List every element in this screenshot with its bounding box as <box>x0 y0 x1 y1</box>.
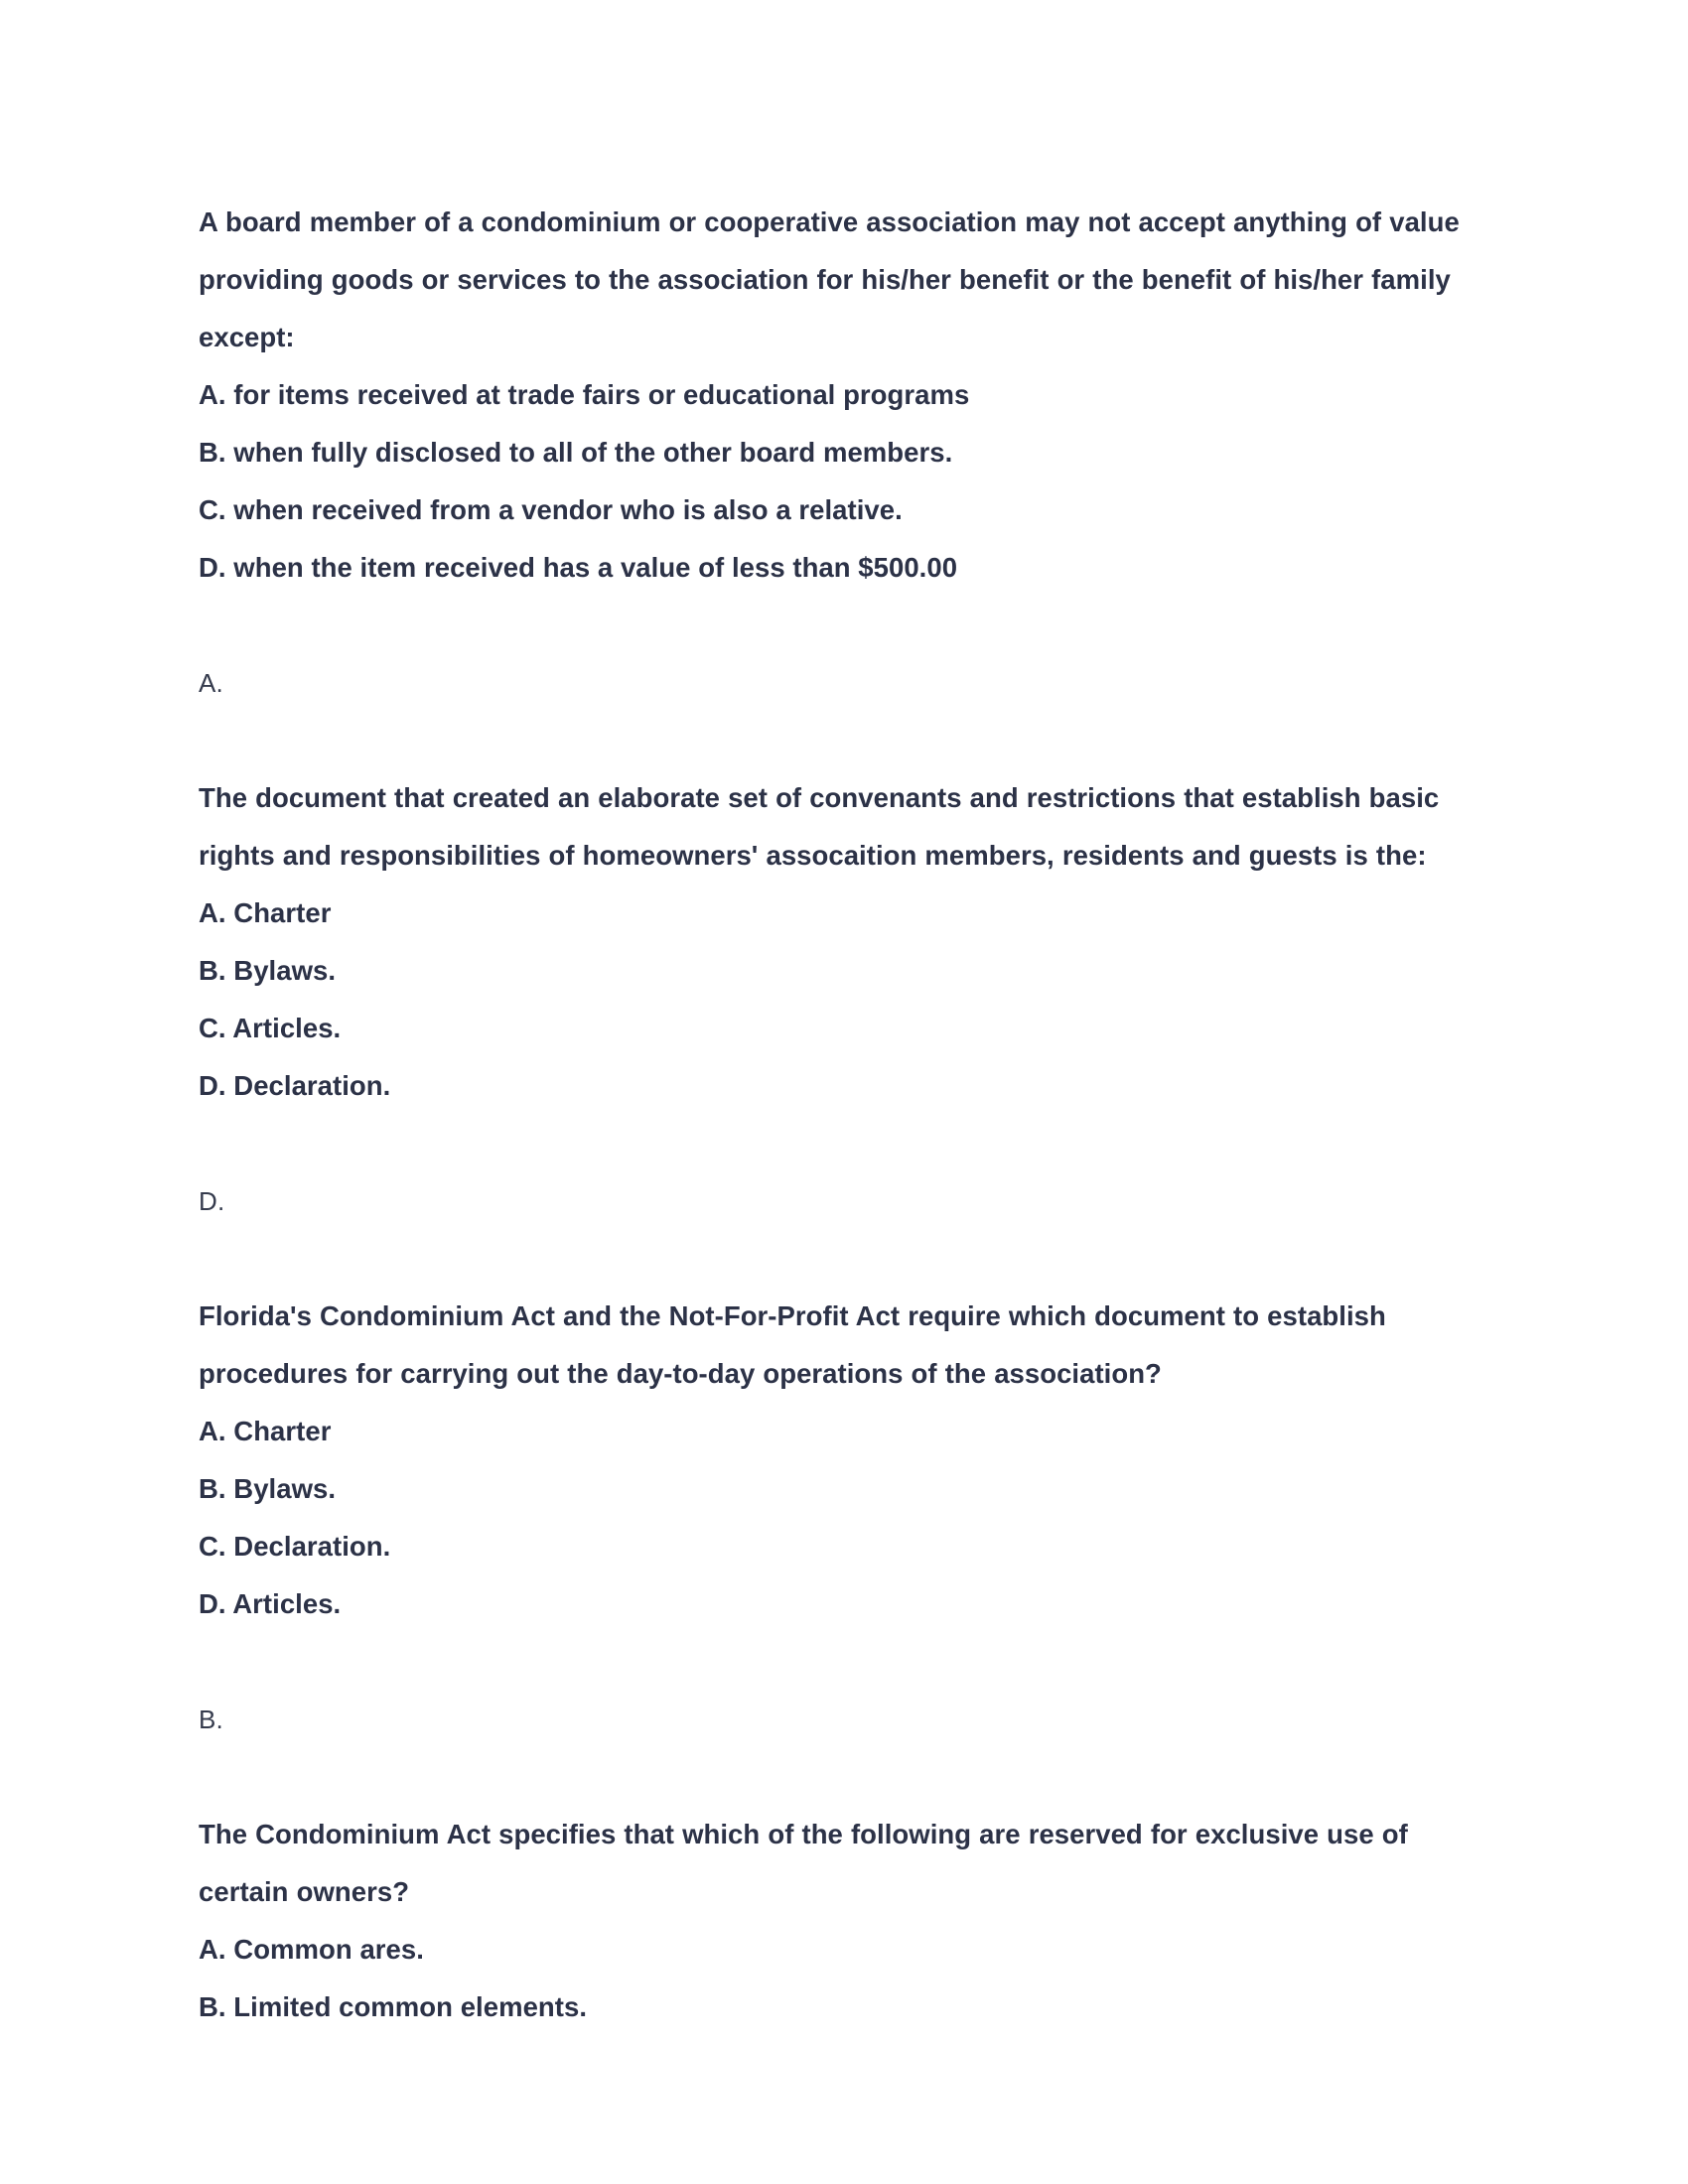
qa-block <box>199 1288 1460 1806</box>
option-d[interactable]: D. Articles. <box>199 1588 342 1619</box>
spacer <box>199 1633 1460 1691</box>
answer-value: B. <box>199 1705 223 1734</box>
question-stem: The document that created an elaborate set of convenants and restrictions that establish basic rights and responsibilities of homeowners' assocaition members, residents and guests is the: <box>199 782 1440 871</box>
option-list <box>199 885 1460 1115</box>
option-list <box>199 366 1460 597</box>
option-a[interactable]: A. Charter <box>199 897 332 928</box>
spacer <box>199 1230 1460 1288</box>
option-b[interactable]: B. Bylaws. <box>199 955 337 986</box>
qa-block <box>199 1806 1460 2036</box>
option-b[interactable]: B. Limited common elements. <box>199 1991 588 2022</box>
option-b[interactable]: B. Bylaws. <box>199 1473 337 1504</box>
answer-value: A. <box>199 668 223 698</box>
option-a[interactable]: A. Charter <box>199 1416 332 1446</box>
option-c[interactable]: C. when received from a vendor who is also a relative. <box>199 494 903 525</box>
question-stem: The Condominium Act specifies that which of the following are reserved for exclusive use of certain owners? <box>199 1819 1408 1907</box>
qa-block <box>199 769 1460 1288</box>
option-d[interactable]: D. when the item received has a value of less than $500.00 <box>199 552 958 583</box>
spacer <box>199 1115 1460 1172</box>
qa-block <box>199 194 1460 769</box>
option-d[interactable]: D. Declaration. <box>199 1070 391 1101</box>
answer-value: D. <box>199 1186 225 1216</box>
spacer <box>199 712 1460 769</box>
question-stem: A board member of a condominium or cooperative association may not accept anything of value providing goods or services to the association for his/her benefit or the benefit of his/her family except: <box>199 206 1460 352</box>
spacer <box>199 1748 1460 1806</box>
option-c[interactable]: C. Declaration. <box>199 1531 391 1562</box>
spacer <box>199 597 1460 654</box>
option-list <box>199 1403 1460 1633</box>
option-list <box>199 1921 1460 2036</box>
option-b[interactable]: B. when fully disclosed to all of the other board members. <box>199 437 953 468</box>
question-sheet-body <box>199 194 1460 2036</box>
option-c[interactable]: C. Articles. <box>199 1013 342 1043</box>
option-a[interactable]: A. Common ares. <box>199 1934 424 1965</box>
question-stem: Florida's Condominium Act and the Not-For-Profit Act require which document to establish procedures for carrying out the day-to-day operations of the association? <box>199 1300 1386 1389</box>
option-a[interactable]: A. for items received at trade fairs or educational programs <box>199 379 970 410</box>
